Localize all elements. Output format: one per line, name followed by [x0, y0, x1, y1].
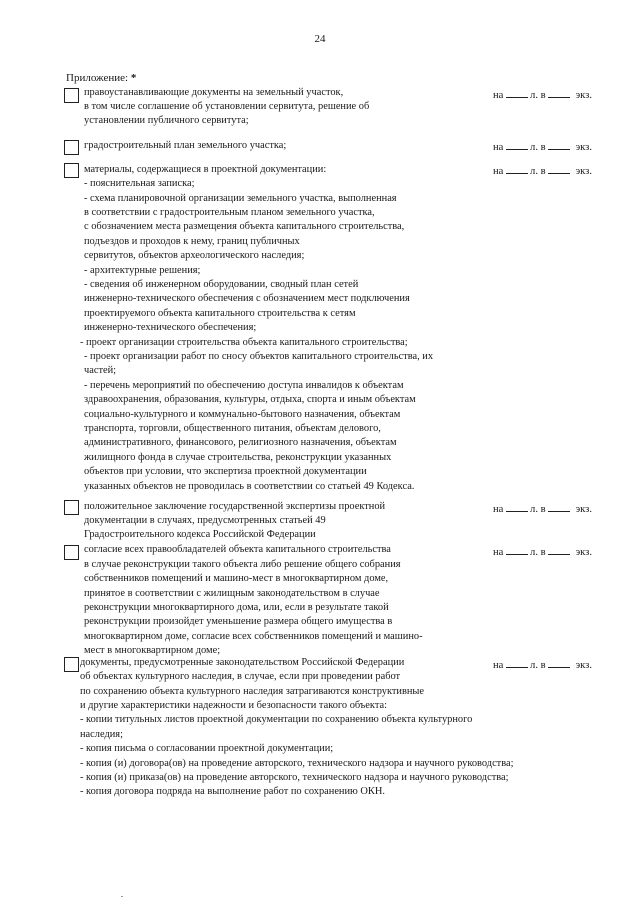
section-line: документы, предусмотренные законодательством Российской Федерации: [80, 657, 405, 668]
page-number: 24: [314, 33, 326, 45]
meta-sheets-label: л. в: [530, 547, 546, 558]
section-line: правоустанавливающие документы на земельный участок,: [84, 87, 344, 98]
section-line: установлении публичного сервитута;: [84, 115, 249, 126]
section-line: собственников помещений и машино-мест в многоквартирном доме,: [84, 573, 389, 584]
section-line: административного, финансового, религиозного назначения, объектам: [84, 437, 397, 448]
checkbox-urban-plan[interactable]: [64, 140, 79, 155]
section-line: - архитектурные решения;: [84, 265, 201, 276]
section-line: указанных объектов не проводилась в соответствии со статьей 49 Кодекса.: [84, 481, 415, 492]
section-line: сервитутов, объектов археологического наследия;: [84, 250, 305, 261]
copies-blank[interactable]: [548, 88, 570, 98]
section-line: - сведения об инженерном оборудовании, сводный план сетей: [84, 279, 359, 290]
section-line: в том числе соглашение об установлении сервитута, решение об: [84, 101, 370, 112]
checkbox-cultural-heritage[interactable]: [64, 657, 79, 672]
checkbox-project-materials[interactable]: [64, 163, 79, 178]
section-line: об объектах культурного наследия, в случае, если при проведении работ: [80, 671, 401, 682]
section-line: - пояснительная записка;: [84, 178, 195, 189]
sheets-blank[interactable]: [506, 164, 528, 174]
checkbox-state-expertise[interactable]: [64, 500, 79, 515]
copies-field[interactable]: [493, 88, 592, 101]
copies-field[interactable]: [493, 658, 592, 671]
section-line: - копия (и) договора(ов) на проведение авторского, технического надзора и научного руководства;: [80, 758, 514, 769]
section-line: объектов при условии, что экспертиза проектной документации: [84, 466, 367, 477]
section-line: - схема планировочной организации земельного участка, выполненная: [84, 193, 397, 204]
section-line: реконструкции многоквартирного дома, или, если в результате такой: [84, 602, 389, 613]
section-line: по сохранению объекта культурного наследия затрагиваются конструктивные: [80, 686, 425, 697]
copies-blank[interactable]: [548, 658, 570, 668]
copies-blank[interactable]: [548, 140, 570, 150]
checkbox-land-documents[interactable]: [64, 88, 79, 103]
meta-sheets-label: л. в: [530, 142, 546, 153]
copies-blank[interactable]: [548, 164, 570, 174]
section-line: многоквартирном доме, согласие всех собственников помещений и машино-: [84, 631, 423, 642]
section-line: здравоохранения, образования, культуры, отдыха, спорта и иным объектам: [84, 394, 416, 405]
section-line: социально-культурного и коммунально-бытового назначения, объектам: [84, 409, 401, 420]
meta-copies-label: экз.: [575, 504, 593, 515]
meta-copies-label: экз.: [575, 142, 593, 153]
section-line: мест в многоквартирном доме;: [84, 645, 221, 656]
section-line: частей;: [84, 365, 117, 376]
sheets-blank[interactable]: [506, 502, 528, 512]
meta-sheets-label: л. в: [530, 660, 546, 671]
section-line: - копии титульных листов проектной документации по сохранению объекта культурного: [80, 714, 473, 725]
copies-blank[interactable]: [548, 502, 570, 512]
section-line: градостроительный план земельного участка;: [84, 140, 287, 151]
copies-blank[interactable]: [548, 545, 570, 555]
section-line: наследия;: [80, 729, 123, 740]
meta-sheets-label: л. в: [530, 90, 546, 101]
section-line: жилищного фонда в случае строительства, реконструкции указанных: [84, 452, 392, 463]
meta-na-label: на: [493, 504, 504, 515]
section-line: реконструкции произойдет уменьшение размера общего имущества в: [84, 616, 393, 627]
meta-sheets-label: л. в: [530, 504, 546, 515]
section-line: подъездов и проходов к нему, границ публичных: [84, 236, 300, 247]
appendix-heading: [66, 72, 136, 84]
appendix-heading-label: Приложение:: [66, 72, 129, 84]
section-line: Градостроительного кодекса Российской Федерации: [84, 529, 316, 540]
copies-field[interactable]: [493, 545, 592, 558]
meta-copies-label: экз.: [575, 166, 593, 177]
section-line: принятое в соответствии с жилищным законодательством в случае: [84, 588, 380, 599]
meta-copies-label: экз.: [575, 90, 593, 101]
section-line: документации в случаях, предусмотренных статьей 49: [84, 515, 326, 526]
meta-na-label: на: [493, 547, 504, 558]
copies-field[interactable]: [493, 140, 592, 153]
meta-sheets-label: л. в: [530, 166, 546, 177]
meta-copies-label: экз.: [575, 547, 593, 558]
section-line: материалы, содержащиеся в проектной документации:: [84, 164, 327, 175]
section-line: - копия (и) приказа(ов) на проведение авторского, технического надзора и научного руководства;: [80, 772, 509, 783]
copies-field[interactable]: [493, 502, 592, 515]
meta-na-label: на: [493, 660, 504, 671]
section-line: в соответствии с градостроительным планом земельного участка,: [84, 207, 375, 218]
section-line: - проект организации строительства объекта капитального строительства;: [80, 337, 408, 348]
sheets-blank[interactable]: [506, 88, 528, 98]
meta-na-label: на: [493, 90, 504, 101]
section-line: положительное заключение государственной экспертизы проектной: [84, 501, 386, 512]
section-line: в случае реконструкции такого объекта либо решение общего собрания: [84, 559, 401, 570]
meta-copies-label: экз.: [575, 660, 593, 671]
scan-mark: [121, 896, 123, 897]
sheets-blank[interactable]: [506, 658, 528, 668]
section-line: - проект организации работ по сносу объектов капитального строительства, их: [84, 351, 434, 362]
section-line: с обозначением места размещения объекта капитального строительства,: [84, 221, 405, 232]
section-line: инженерно-технического обеспечения;: [84, 322, 257, 333]
section-line: транспорта, торговли, общественного питания, объектам делового,: [84, 423, 381, 434]
sheets-blank[interactable]: [506, 545, 528, 555]
copies-field[interactable]: [493, 164, 592, 177]
section-line: и другие характеристики надежности и безопасности такого объекта:: [80, 700, 387, 711]
section-line: инженерно-технического обеспечения с обозначением мест подключения: [84, 293, 410, 304]
meta-na-label: на: [493, 142, 504, 153]
meta-na-label: на: [493, 166, 504, 177]
section-line: - копия договора подряда на выполнение работ по сохранению ОКН.: [80, 786, 385, 797]
section-line: проектируемого объекта капитального строительства к сетям: [84, 308, 356, 319]
section-line: - копия письма о согласовании проектной документации;: [80, 743, 334, 754]
section-line: - перечень мероприятий по обеспечению доступа инвалидов к объектам: [84, 380, 404, 391]
sheets-blank[interactable]: [506, 140, 528, 150]
appendix-heading-star: *: [130, 72, 137, 84]
checkbox-owners-consent[interactable]: [64, 545, 79, 560]
section-line: согласие всех правообладателей объекта капитального строительства: [84, 544, 391, 555]
